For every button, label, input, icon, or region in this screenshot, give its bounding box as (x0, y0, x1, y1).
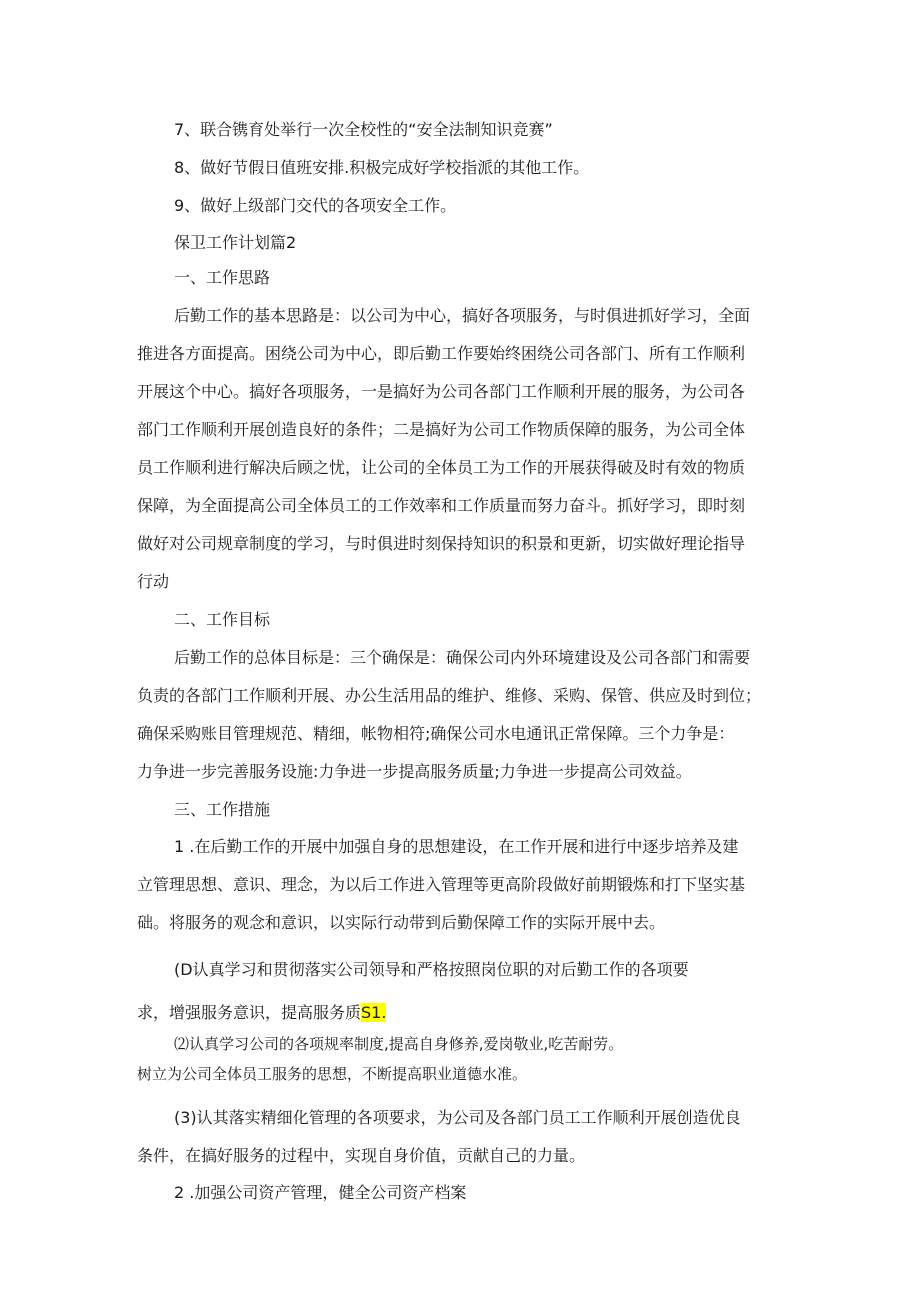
paragraph-line: (D认真学习和贯彻落实公司领导和严格按照岗位职的对后勤工作的各项要 (174, 960, 689, 979)
paragraph-line: 树立为公司全体员工服务的思想，不断提高职业道德水准。 (137, 1065, 528, 1083)
paragraph-line: 条件，在搞好服务的过程中，实现自身价值，贡献自己的力量。 (137, 1146, 586, 1165)
paragraph-line: 开展这个中心。搞好各项服务，一是搞好为公司各部门工作顺利开展的服务，为公司各 (137, 382, 746, 401)
paragraph-line: (3)认其落实精细化管理的各项要求，为公司及各部门员工工作顺利开展创造优良 (174, 1108, 741, 1127)
list-item-8: 8、做好节假日值班安排.积极完成好学校指派的其他工作。 (174, 158, 590, 177)
paragraph-line: 后勤工作的总体目标是：三个确保是：确保公司内外环境建设及公司各部门和需要 (174, 648, 751, 667)
paragraph-line: 做好对公司规章制度的学习，与时俱进时刻保持知识的积景和更新，切实做好理论指导 (137, 534, 746, 553)
list-item-7: 7、联合镌育处举行一次全校性的“安全法制知识竞赛” (174, 120, 553, 139)
heading-work-approach: 一、工作思路 (174, 268, 271, 287)
heading-work-measures: 三、工作措施 (174, 800, 271, 819)
paragraph-line: 保障，为全面提高公司全体员工的工作效率和工作质量而努力奋斗。抓好学习，即时刻 (137, 496, 746, 515)
paragraph-text: 求，增强服务意识，提高服务质 (137, 1003, 362, 1022)
paragraph-line-with-highlight (137, 1003, 386, 1023)
paragraph-line: 员工作顺利进行解决后顾之忧，让公司的全体员工为工作的开展获得破及时有效的物质 (137, 458, 746, 477)
paragraph-line: 2 .加强公司资产管理，健全公司资产档案 (174, 1183, 467, 1202)
paragraph-line: 负责的各部门工作顺利开展、办公生活用品的维护、维修、采购、保管、供应及时到位； (137, 686, 762, 705)
paragraph-line: 后勤工作的基本思路是：以公司为中心，搞好各项服务，与时俱进抓好学习，全面 (174, 306, 751, 325)
paragraph-line: 立管理思想、意识、理念，为以后工作进入管理等更高阶段做好前期锻炼和打下坚实基 (137, 875, 746, 894)
paragraph-line: ⑵认真学习公司的各项规率制度,提高自身修养,爱岗敬业,吃苦耐劳。 (174, 1035, 624, 1053)
paragraph-line: 力争进一步完善服务设施:力争进一步提高服务质量;力争进一步提高公司效益。 (137, 762, 692, 781)
paragraph-line: 部门工作顺利开展创造良好的条件；二是搞好为公司工作物质保障的服务，为公司全体 (137, 420, 746, 439)
paragraph-line: 推进各方面提高。困绕公司为中心，即后勤工作要始终困绕公司各部门、所有工作顺利 (137, 344, 746, 363)
section-title: 保卫工作计划篇2 (174, 233, 297, 252)
list-item-9: 9、做好上级部门交代的各项安全工作。 (174, 196, 457, 215)
paragraph-line: 确保采购账目管理规范、精细，帐物相符;确保公司水电通讯正常保障。三个力争是： (137, 724, 735, 743)
paragraph-line: 础。将服务的观念和意识，以实际行动带到后勤保障工作的实际开展中去。 (137, 913, 666, 932)
highlighted-text: S1. (361, 1003, 387, 1022)
heading-work-goals: 二、工作目标 (174, 610, 271, 629)
paragraph-line: 1 .在后勤工作的开展中加强自身的思想建设，在工作开展和进行中逐步培养及建 (174, 837, 739, 856)
paragraph-line: 行动 (137, 572, 170, 591)
